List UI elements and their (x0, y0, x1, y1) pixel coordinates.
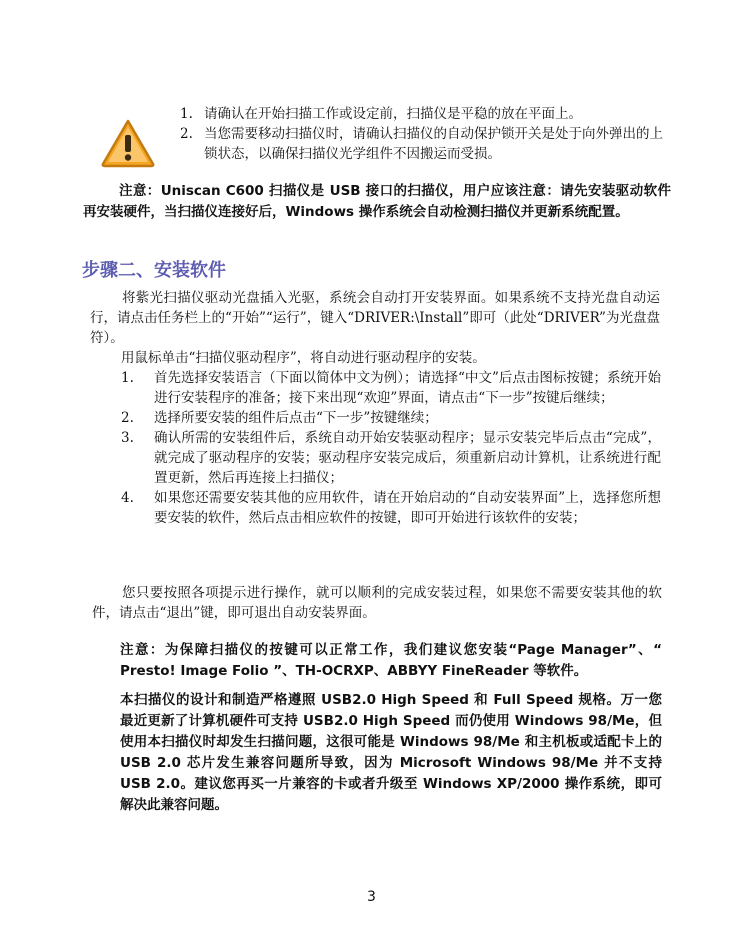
warning-item (180, 104, 670, 124)
install-step (121, 428, 661, 488)
install-step-number: 1. (121, 370, 134, 386)
install-step-text: 选择所要安装的组件后点击“下一步”按键继续； (154, 410, 438, 426)
warning-item-number: 1. (180, 106, 193, 122)
warning-triangle-icon (100, 118, 156, 168)
warning-item-text: 当您需要移动扫描仪时，请确认扫描仪的自动保护锁开关是处于向外弹出的上锁状态，以确保扫描仪光学组件不因搬运而受损。 (204, 126, 663, 162)
warning-list (180, 104, 670, 164)
install-step (121, 368, 661, 408)
warning-item-number: 2. (180, 126, 193, 142)
exit-install-paragraph: 您只要按照各项提示进行操作，就可以顺利的完成安装过程，如果您不需要安装其他的软件，请点击“退出”键，即可退出自动安装界面。 (92, 585, 662, 621)
page-number: 3 (367, 889, 376, 905)
install-step-number: 2. (121, 410, 134, 426)
install-step (121, 488, 661, 528)
section-heading: 步骤二、安装软件 (82, 260, 226, 281)
install-intro-paragraph: 将紫光扫描仪驱动光盘插入光驱，系统会自动打开安装界面。如果系统不支持光盘自动运行，请点击任务栏上的“开始”“运行”，键入“DRIVER:\Install”即可（此处“DRIVER”为光盘盘符）。 (90, 290, 660, 346)
install-steps-list (121, 368, 661, 528)
install-step-text: 确认所需的安装组件后，系统自动开始安装驱动程序；显示安装完毕后点击“完成”，就完成了驱动程序的安装；驱动程序安装完成后，须重新启动计算机，让系统进行配置更新，然后再连接上扫描仪； (154, 430, 661, 486)
install-step-text: 首先选择安装语言（下面以简体中文为例）；请选择“中文”后点击图标按键；系统开始进行安装程序的准备；接下来出现“欢迎”界面，请点击“下一步”按键后继续； (154, 370, 661, 406)
warning-item (180, 124, 670, 164)
install-step-number: 3. (121, 430, 134, 446)
install-step (121, 408, 661, 428)
install-step-number: 4. (121, 490, 134, 506)
usb-compatibility-paragraph: 本扫描仪的设计和制造严格遵照 USB2.0 High Speed 和 Full Speed 规格。万一您最近更新了计算机硬件可支持 USB2.0 High Speed 而仍使用 Windows 98/Me，但使用本扫描仪时却发生扫描问题，这很可能是 Windows 98/Me 和主机板或适配卡上的 USB 2.0 芯片发生兼容问题所导致，因为 Microsoft Windows 98/Me 并不支持 USB 2.0。建议您再买一片兼容的卡或者升级至 Windows XP/2000 操作系统，即可解决此兼容问题。 (120, 692, 662, 813)
warning-item-text: 请确认在开始扫描工作或设定前，扫描仪是平稳的放在平面上。 (204, 106, 582, 122)
driver-install-lead: 用鼠标单击“扫描仪驱动程序”，将自动进行驱动程序的安装。 (121, 350, 486, 366)
usb-install-note: 注意：Uniscan C600 扫描仪是 USB 接口的扫描仪，用户应该注意：请先安装驱动软件再安装硬件，当扫描仪连接好后，Windows 操作系统会自动检测扫描仪并更新系统配置。 (83, 183, 671, 220)
install-step-text: 如果您还需要安装其他的应用软件，请在开始启动的“自动安装界面”上，选择您所想要安装的软件，然后点击相应软件的按键，即可开始进行该软件的安装； (154, 490, 661, 526)
software-recommendation-note: 注意：为保障扫描仪的按键可以正常工作，我们建议您安装“Page Manager”、“ Presto! Image Folio ”、TH-OCRXP、ABBYY FineReader 等软件。 (120, 642, 662, 679)
